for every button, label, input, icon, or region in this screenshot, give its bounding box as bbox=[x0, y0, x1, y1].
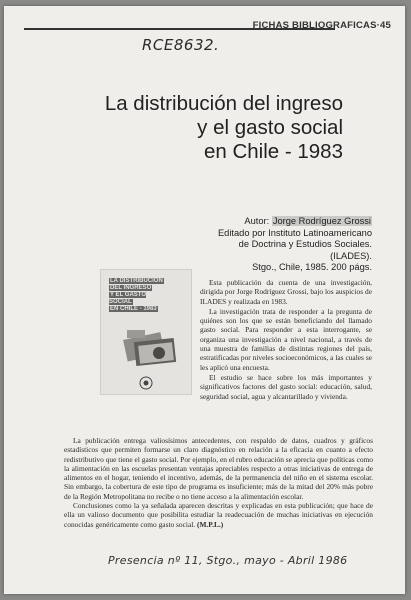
title-line-1: La distribución del ingreso bbox=[104, 92, 343, 115]
paragraph: La publicación entrega valiosísimos antecedentes, con respaldo de datos, cuadros y gráficos estadísticos que permiten formarse un claro diagnóstico en relación a la eficacia en cuanto a efecto redistributivo que tiene el gasto social. Por ejemplo, en el rubro educación se aprecia que políticas como la alimentación en las escuelas presentan ventajas apreciables respecto a otras iniciativas de entrega de alimentos en el hogar, teniendo el incentivo, además, de la permanencia del niño en el sistema escolar. Sin embargo, la cobertura de este tipo de programa es insuficiente; más de la mitad del 20% más pobre de la Región Metropolitana no recibe o no tiene acceso a la alimentación escolar. bbox=[64, 436, 373, 501]
paragraph: Conclusiones como la ya señalada aparecen descritas y explicadas en esta publicación; que hace de ella un valioso documento que posibilita estudiar la readecuación de muchas iniciativas en ejecución conocidas genéricamente como gasto social. (M.P.L.) bbox=[64, 501, 373, 529]
paragraph: La investigación trata de responder a la pregunta de quiénes son los que se están beneficiando del llamado gasto social. Para responder a esta interrogante, se organiza una investigación a nivel nacional, a través de una muestra de familias de distintas regiones del país, estratificadas por niveles socioeconómicos, a las cuales se les aplicó una encuesta. bbox=[200, 306, 372, 372]
author-label: Autor: bbox=[244, 216, 270, 226]
publisher-line-2: de Doctrina y Estudios Sociales. bbox=[238, 239, 372, 249]
paragraph: Esta publicación da cuenta de una investigación, dirigida por Jorge Rodríguez Grossi, bajo los auspicios de ILADES y realizada en 1983. bbox=[200, 278, 372, 306]
banknotes-illustration bbox=[123, 328, 183, 370]
paragraph: El estudio se hace sobre los más importantes y significativos factores del gasto social: educación, salud, seguridad social, agua y alcantarillado y vivienda. bbox=[200, 372, 372, 401]
section-header: FICHAS BIBLIOGRAFICAS·45 bbox=[252, 20, 391, 31]
publisher-seal-icon bbox=[139, 376, 153, 390]
bibliographic-info bbox=[218, 216, 372, 274]
publisher-acronym: (ILADES). bbox=[330, 250, 372, 261]
book-cover-image bbox=[100, 269, 192, 395]
publisher-line: Editado por Instituto Latinoamericano bbox=[217, 227, 372, 238]
article-title bbox=[105, 92, 343, 164]
cover-title: LA DISTRIBUCION DEL INGRESO Y EL GASTO SOCIAL EN CHILE - 1983 bbox=[109, 278, 163, 312]
reviewer-initials: (M.P.L.) bbox=[197, 519, 224, 529]
author-name: Jorge Rodríguez Grossi bbox=[272, 216, 371, 226]
handwritten-source-note: Presencia nº 11, Stgo., mayo - Abril 1986 bbox=[108, 554, 348, 567]
author-line bbox=[218, 216, 372, 228]
title-line-2: y el gasto social bbox=[197, 116, 343, 139]
handwritten-code: RCE8632. bbox=[142, 36, 220, 54]
article-body-column bbox=[200, 278, 372, 402]
document-page bbox=[4, 6, 405, 594]
publication-details: Stgo., Chile, 1985. 200 págs. bbox=[252, 262, 372, 272]
article-body-full bbox=[64, 436, 373, 529]
title-line-3: en Chile - 1983 bbox=[203, 140, 343, 163]
